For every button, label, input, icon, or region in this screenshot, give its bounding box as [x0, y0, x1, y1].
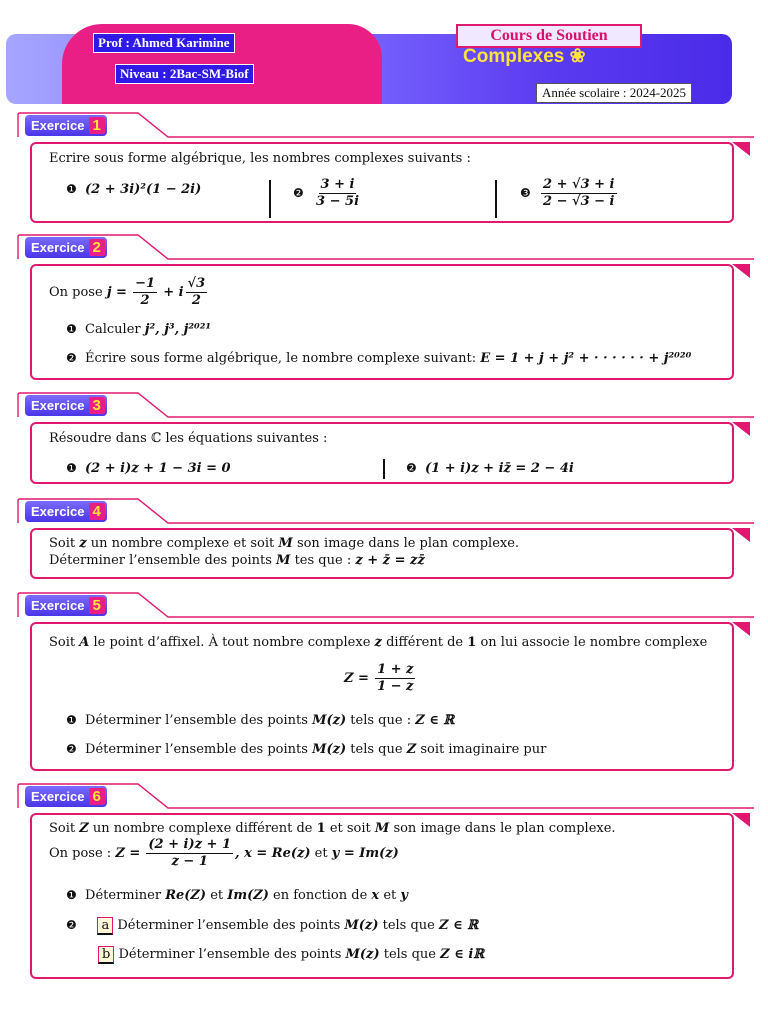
ex4-line2: Déterminer l’ensemble des points M tes que : z + z̄ = zz̄ [49, 553, 425, 568]
ex2-q1: ❶ Calculer j², j³, j²⁰²¹ [66, 322, 212, 337]
exercise-3-box [30, 422, 734, 484]
exercise-6-tab [16, 782, 756, 810]
exercise-5-tab [16, 591, 756, 619]
exercise-1-box: Ecrire sous forme algébrique, les nombres complexes suivants : ❶ (2 + 3i)²(1 − 2i) ❷ $\frac{3 + i}{3 - 5i}$ ❸ $\frac{2 + √3 + i}{2 - √3 - i}$ [30, 142, 734, 223]
ex1-intro: Ecrire sous forme algébrique, les nombres complexes suivants : [49, 151, 471, 166]
exercise-1-tab [16, 111, 756, 139]
exercise-4-tab [16, 497, 756, 525]
ex5-intro: Soit A le point d’affixel. À tout nombre complexe z différent de 1 on lui associe le nombre complexe [49, 635, 708, 650]
ex6-definition: On pose : Z = $\frac{(2 + i)z + 1}{z - 1}$ , x = Re(z) et y = Im(z) [49, 837, 399, 869]
exercise-3-badge: Exercice 3 [25, 395, 107, 416]
ex1-item3: $\frac{2 + √3 + i}{2 - √3 - i}$ [543, 177, 615, 209]
ex2-q2: ❷ Écrire sous forme algébrique, le nombre complexe suivant: E = 1 + j + j² + · · · · · · + j²⁰²⁰ [66, 351, 692, 366]
exercise-2-tab [16, 233, 756, 261]
ex2-definition: On pose j = $\frac{-1}{2}$ + i $\frac{√3}{2}$ [49, 276, 206, 308]
cours-title: Cours de Soutien [456, 24, 642, 48]
exercise-5-badge: Exercice 5 [25, 595, 107, 616]
exercise-5-box [30, 622, 734, 771]
subject-title: Complexes ❀ [463, 46, 586, 67]
ex4-line1: Soit z un nombre complexe et soit M son image dans le plan complexe. [49, 536, 520, 551]
exercise-6-badge: Exercice 6 [25, 786, 107, 807]
ex1-item1: (2 + 3i)²(1 − 2i) [85, 182, 202, 197]
niveau-label: Niveau : 2Bac-SM-Biof [115, 64, 254, 84]
ex5-q2: ❷ Déterminer l’ensemble des points M(z) tels que Z soit imaginaire pur [66, 742, 547, 757]
exercise-2-badge: Exercice 2 [25, 237, 107, 258]
exercise-4-badge: Exercice 4 [25, 501, 107, 522]
ex3-eq2: ❷ (1 + i)z + iz̄ = 2 − 4i [406, 461, 574, 476]
ex6-intro: Soit Z un nombre complexe différent de 1 et soit M son image dans le plan complexe. [49, 821, 616, 836]
ex3-intro: Résoudre dans ℂ les équations suivantes : [49, 431, 328, 446]
ex5-q1: ❶ Déterminer l’ensemble des points M(z) tels que : Z ∈ ℝ [66, 713, 455, 728]
ex1-item2: $\frac{3 + i}{3 - 5i}$ [316, 177, 360, 209]
prof-label: Prof : Ahmed Karimine [93, 33, 235, 53]
exercise-2-box [30, 264, 734, 380]
exercise-3-tab [16, 391, 756, 419]
school-year: Année scolaire : 2024-2025 [536, 83, 692, 103]
ex6-q2b: b Déterminer l’ensemble des points M(z) tels que Z ∈ iℝ [98, 946, 484, 964]
exercise-4-box [30, 528, 734, 579]
ex6-q2a: ❷ a Déterminer l’ensemble des points M(z) tels que Z ∈ ℝ [66, 918, 478, 933]
exercise-6-box [30, 813, 734, 979]
ex5-Z-formula: Z = $\frac{1 + z}{1 - z}$ [344, 662, 414, 694]
exercise-1-badge: Exercice 1 [25, 115, 107, 136]
ex3-eq1: ❶ (2 + i)z + 1 − 3i = 0 [66, 461, 231, 476]
ex6-q1: ❶ Déterminer Re(Z) et Im(Z) en fonction de x et y [66, 888, 408, 903]
